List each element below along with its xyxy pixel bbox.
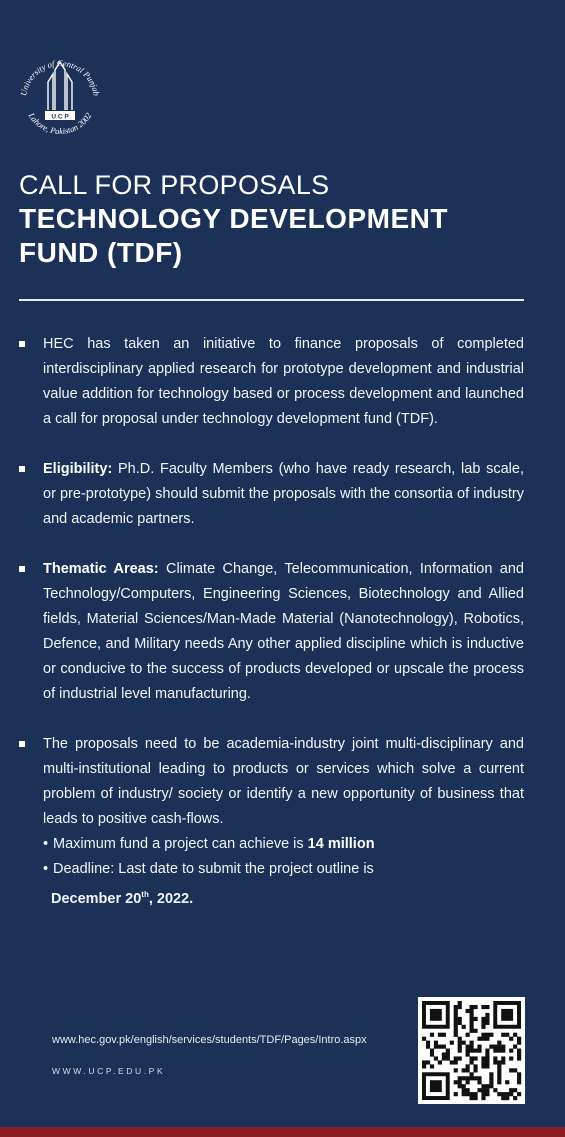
- logo-emblem-icon: [12, 48, 108, 144]
- university-logo: [12, 48, 108, 144]
- deadline-date-year: , 2022.: [148, 890, 194, 907]
- deadline-date-main: December 20: [51, 890, 142, 907]
- hec-url-link[interactable]: www.hec.gov.pk/english/services/students/TDF/Pages/Intro.aspx: [52, 1034, 367, 1046]
- square-bullet-icon: [19, 741, 25, 747]
- bullet-proposals: [19, 732, 524, 912]
- logo-arc-top: University of Central Punjab: [18, 57, 102, 97]
- heading-call-for-proposals: CALL FOR PROPOSALS: [19, 170, 330, 200]
- square-bullet-icon: [19, 341, 25, 347]
- deadline-date: [43, 882, 524, 912]
- deadline-line: [43, 857, 524, 882]
- thematic-label: Thematic Areas:: [43, 561, 159, 577]
- deadline-date-suffix: th: [141, 890, 149, 899]
- dot-bullet-icon: •: [43, 861, 49, 877]
- square-bullet-icon: [19, 566, 25, 572]
- divider: [19, 299, 524, 301]
- qr-code[interactable]: [418, 997, 525, 1104]
- bullet-intro: [19, 332, 524, 432]
- logo-monogram: U C P: [51, 113, 69, 121]
- bullet-thematic-areas: [19, 557, 524, 707]
- dot-bullet-icon: •: [43, 836, 49, 852]
- heading-title-line1: TECHNOLOGY DEVELOPMENT: [19, 203, 448, 234]
- eligibility-text: Ph.D. Faculty Members (who have ready research, lab scale, or pre-prototype) should submit the proposals with the consortia of industry and academic partners.: [43, 461, 524, 527]
- intro-text: HEC has taken an initiative to finance proposals of completed interdisciplinary applied research for prototype development and industrial value addition for technology based or process development and launched a call for proposal under technology development fund (TDF).: [43, 336, 524, 427]
- eligibility-label: Eligibility:: [43, 461, 113, 477]
- bottom-accent-bar: [0, 1127, 565, 1137]
- max-fund-line: [43, 832, 524, 857]
- heading-title-line2: FUND (TDF): [19, 237, 183, 268]
- logo-arc-bottom: Lahore, Pakistan 2002: [26, 110, 94, 137]
- website-link[interactable]: WWW.UCP.EDU.PK: [52, 1066, 166, 1076]
- fund-value: 14 million: [307, 836, 375, 852]
- square-bullet-icon: [19, 466, 25, 472]
- qr-code-icon: [418, 997, 525, 1104]
- page-heading: [19, 168, 539, 270]
- proposals-text: The proposals need to be academia-industry joint multi-disciplinary and multi-institutional leading to products or services which solve a current problem of industry/ society or identify a new opportunity of business that leads to positive cash-flows.: [43, 736, 524, 827]
- bullet-eligibility: [19, 457, 524, 532]
- thematic-text: Climate Change, Telecommunication, Information and Technology/Computers, Engineering Sciences, Biotechnology and Allied fields, Material Sciences/Man-Made Material (Nanotechnology), Robotics, Defence, and Military needs Any other applied discipline which is inductive or conducive to the success of products developed or upscale the process of industrial level manufacturing.: [43, 561, 524, 702]
- deadline-prefix: Deadline: Last date to submit the project outline is: [53, 861, 374, 877]
- fund-prefix: Maximum fund a project can achieve is: [53, 836, 308, 852]
- bullet-list: [19, 332, 524, 912]
- svg-text:University of Central Punjab: [18, 58, 102, 97]
